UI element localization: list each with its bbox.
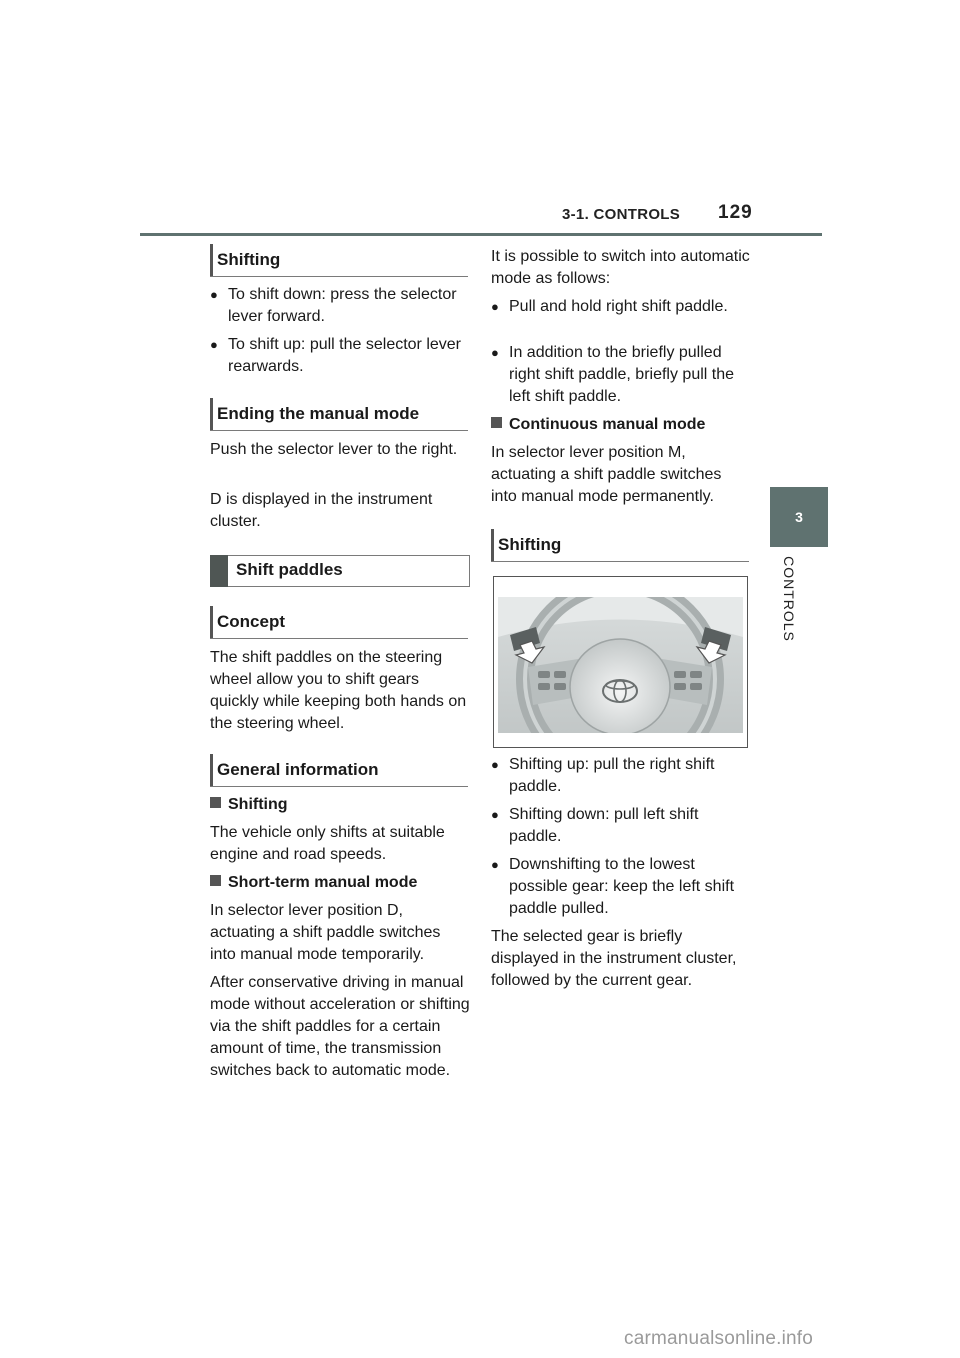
page-number: 129 xyxy=(718,202,753,223)
square-bullet-icon xyxy=(210,875,221,886)
bullet-downshift xyxy=(491,854,751,920)
bullet-dot-icon: ● xyxy=(210,287,218,302)
header-rule xyxy=(140,233,822,236)
bullet-shift-down xyxy=(210,284,470,328)
heading-shifting-right xyxy=(491,529,749,562)
chapter-tab: 3 xyxy=(770,487,828,547)
watermark: carmanualsonline.info xyxy=(624,1328,814,1349)
heading-text: General information xyxy=(217,760,379,779)
bullet-dot-icon: ● xyxy=(210,337,218,352)
bullet-text: Shifting up: pull the right shift paddle. xyxy=(509,756,715,795)
paragraph-shifts-at: The vehicle only shifts at suitable engine and road speeds. xyxy=(210,824,445,863)
paragraph-conservative: After conservative driving in manual mode without acceleration or shifting via the shift paddles for a certain amount of time, the transmission switches back to automatic mode. xyxy=(210,974,470,1079)
subheading-text: Short-term manual mode xyxy=(228,874,418,891)
subheading-text: Continuous manual mode xyxy=(509,416,706,433)
paragraph-possible: It is possible to switch into automatic mode as follows: xyxy=(491,248,750,287)
bullet-text: To shift up: pull the selector lever rearwards. xyxy=(228,336,462,375)
subheading-short-term xyxy=(210,872,470,894)
section-title: 3-1. CONTROLS xyxy=(562,206,681,223)
heading-text: Concept xyxy=(217,612,285,631)
heading-shifting xyxy=(210,244,468,277)
heading-block xyxy=(210,555,228,587)
heading-bar xyxy=(210,398,213,430)
bullet-text: Downshifting to the lowest possible gear: keep the left shift paddle pulled. xyxy=(509,856,735,917)
steering-wheel-illustration xyxy=(498,597,743,733)
steering-wheel-figure xyxy=(493,576,748,748)
bullet-text: Pull and hold right shift paddle. xyxy=(509,298,728,315)
chapter-side-label-text: CONTROLS xyxy=(781,556,798,642)
bullet-text: To shift down: press the selector lever forward. xyxy=(228,286,457,325)
bullet-shift-up-right xyxy=(491,754,751,798)
heading-text: Ending the manual mode xyxy=(217,404,420,423)
heading-concept xyxy=(210,606,468,639)
paragraph-d-displayed: D is displayed in the instrument cluster. xyxy=(210,491,433,530)
heading-bar xyxy=(491,529,494,561)
paragraph-continuous: In selector lever position M, actuating a shift paddle switches into manual mode permanently. xyxy=(491,444,722,505)
bullet-shift-up xyxy=(210,334,470,378)
bullet-dot-icon: ● xyxy=(491,299,499,314)
bullet-pull-hold xyxy=(491,296,751,318)
heading-bar xyxy=(210,244,213,276)
bullet-text: In addition to the briefly pulled right shift paddle, briefly pull the left shift paddle. xyxy=(509,344,735,405)
heading-text: Shift paddles xyxy=(236,560,343,579)
bullet-in-addition xyxy=(491,342,751,408)
heading-general-information xyxy=(210,754,468,787)
bullet-dot-icon: ● xyxy=(491,345,499,360)
paragraph-short-term: In selector lever position D, actuating a shift paddle switches into manual mode temporarily. xyxy=(210,902,441,963)
heading-bar xyxy=(210,606,213,638)
bullet-dot-icon: ● xyxy=(491,757,499,772)
bullet-dot-icon: ● xyxy=(491,807,499,822)
paragraph-push-lever: Push the selector lever to the right. xyxy=(210,441,458,458)
bullet-text: Shifting down: pull left shift paddle. xyxy=(509,806,699,845)
bullet-dot-icon: ● xyxy=(491,857,499,872)
bullet-shift-down-left xyxy=(491,804,751,848)
square-bullet-icon xyxy=(210,797,221,808)
heading-text: Shifting xyxy=(498,535,562,554)
heading-shift-paddles xyxy=(210,555,470,587)
subheading-text: Shifting xyxy=(228,796,288,813)
subheading-shifting xyxy=(210,794,470,816)
heading-ending-manual-mode xyxy=(210,398,468,431)
paragraph-concept: The shift paddles on the steering wheel allow you to shift gears quickly while keeping both hands on the steering wheel. xyxy=(210,649,467,732)
paragraph-selected-gear: The selected gear is briefly displayed in the instrument cluster, followed by the current gear. xyxy=(491,928,737,989)
chapter-side-label xyxy=(771,546,807,652)
heading-bar xyxy=(210,754,213,786)
subheading-continuous xyxy=(491,414,751,436)
heading-text: Shifting xyxy=(217,250,281,269)
square-bullet-icon xyxy=(491,417,502,428)
